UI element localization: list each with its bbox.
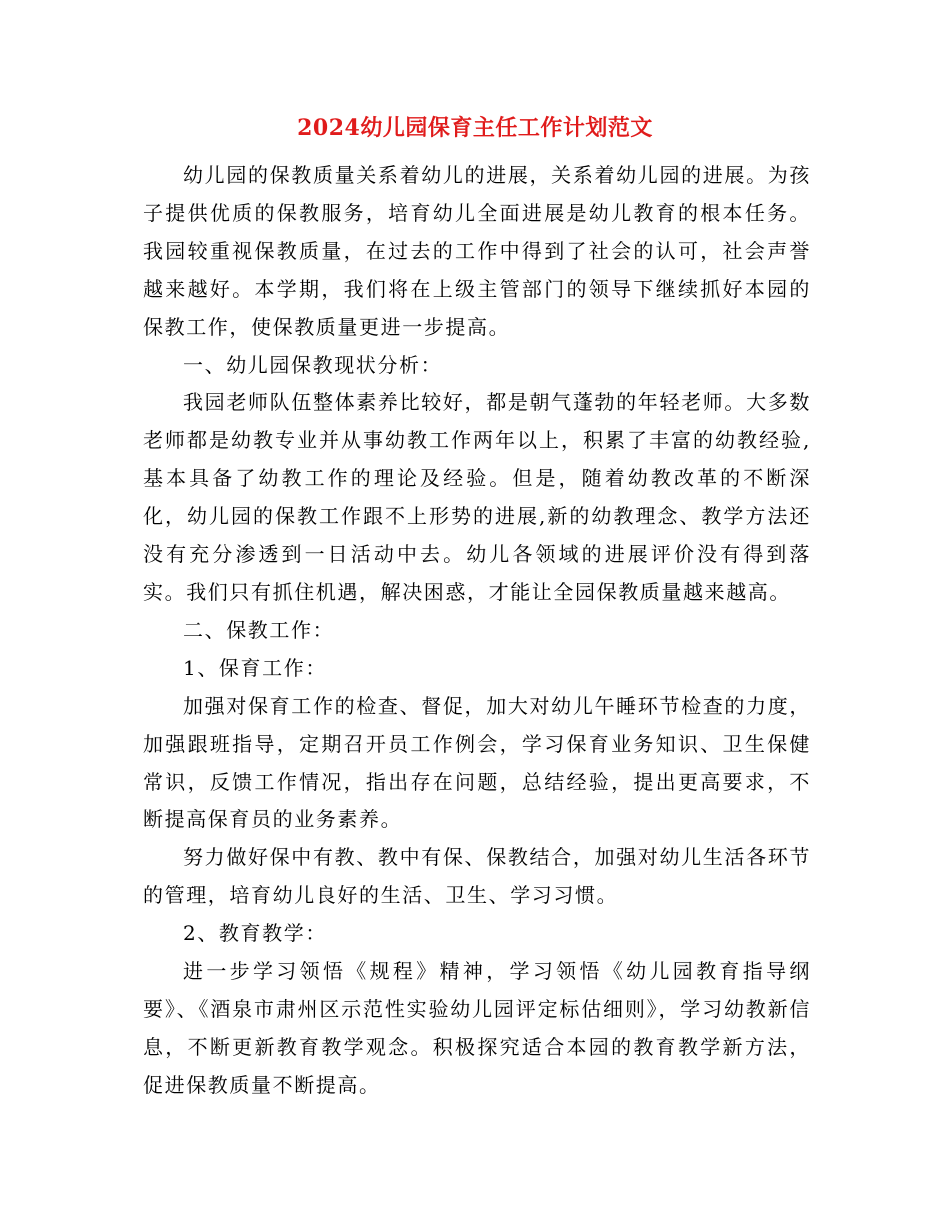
subsection-heading: 1、保育工作： <box>183 655 327 680</box>
paragraph: 努力做好保中有教、教中有保、保教结合，加强对幼儿生活各环节的管理，培育幼儿良好的生活、卫生、学习习惯。 <box>143 845 811 908</box>
paragraph: 幼儿园的保教质量关系着幼儿的进展，关系着幼儿园的进展。为孩子提供优质的保教服务，培育幼儿全面进展是幼儿教育的根本任务。我园较重视保教质量，在过去的工作中得到了社会的认可，社会声誉越来越好。本学期，我们将在上级主管部门的领导下继续抓好本园的保教工作，使保教质量更进一步提高。 <box>143 163 811 339</box>
paragraph: 进一步学习领悟《规程》精神，学习领悟《幼儿园教育指导纲要》、《酒泉市肃州区示范性实验幼儿园评定标估细则》，学习幼教新信息，不断更新教育教学观念。积极探究适合本园的教育教学新方法，促进保教质量不断提高。 <box>143 959 811 1097</box>
section-heading: 一、幼儿园保教现状分析： <box>183 352 443 377</box>
paragraph: 加强对保育工作的检查、督促，加大对幼儿午睡环节检查的力度，加强跟班指导，定期召开员工作例会，学习保育业务知识、卫生保健常识，反馈工作情况，指出存在问题，总结经验，提出更高要求，不断提高保育员的业务素养。 <box>143 693 811 832</box>
section-heading: 二、保教工作： <box>183 617 335 642</box>
document-title: 2024幼儿园保育主任工作计划范文 <box>297 115 653 141</box>
paragraph: 我园老师队伍整体素养比较好，都是朝气蓬勃的年轻老师。大多数老师都是幼教专业并从事幼教工作两年以上，积累了丰富的幼教经验,基本具备了幼教工作的理论及经验。但是，随着幼教改革的不断深化，幼儿园的保教工作跟不上形势的进展,新的幼教理念、教学方法还没有充分渗透到一日活动中去。幼儿各领域的进展评价没有得到落实。我们只有抓住机遇，解决困惑，才能让全园保教质量越来越高。 <box>143 390 811 604</box>
document-body <box>143 157 811 1105</box>
subsection-heading: 2、教育教学： <box>183 921 327 946</box>
